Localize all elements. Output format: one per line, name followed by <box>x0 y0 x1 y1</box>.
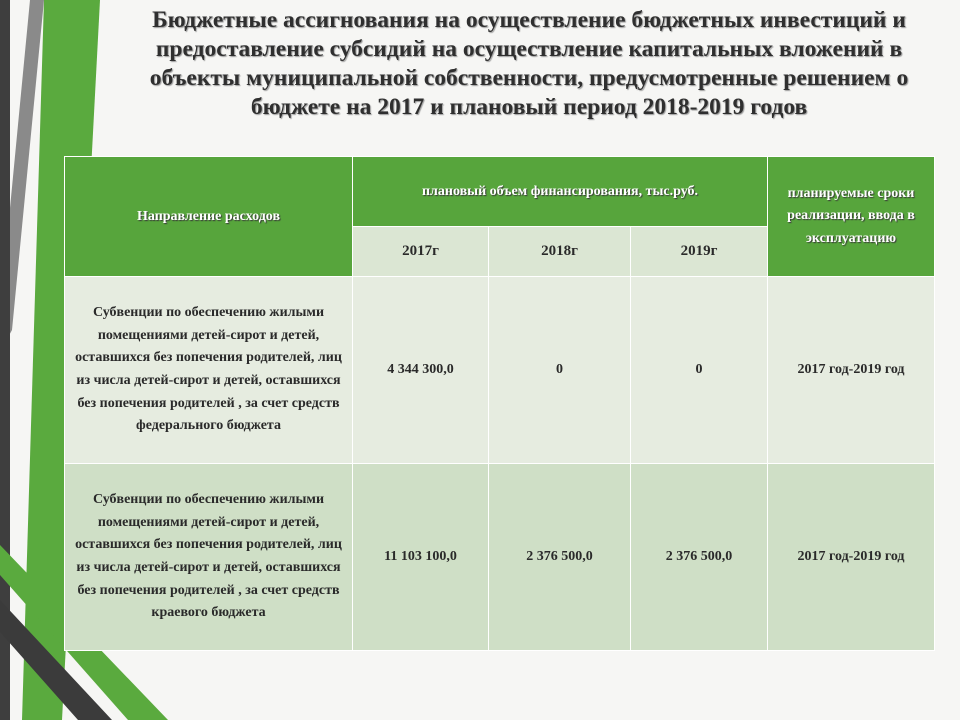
row-value-2017: 4 344 300,0 <box>353 277 489 464</box>
row-value-2019: 0 <box>631 277 768 464</box>
budget-table <box>64 156 935 651</box>
table-row <box>65 464 935 651</box>
row-period: 2017 год-2019 год <box>768 277 935 464</box>
row-description: Субвенции по обеспечению жилыми помещениями детей-сирот и детей, оставшихся без попечения родителей, лиц из числа детей-сирот и детей, оставшихся без попечения родителей , за счет средств краевого бюджета <box>65 464 353 651</box>
row-period: 2017 год-2019 год <box>768 464 935 651</box>
header-deadlines: планируемые сроки реализации, ввода в эксплуатацию <box>768 157 935 277</box>
table-row <box>65 277 935 464</box>
row-value-2017: 11 103 100,0 <box>353 464 489 651</box>
header-year-2019: 2019г <box>631 227 768 277</box>
page-title: Бюджетные ассигнования на осуществление бюджетных инвестиций и предоставление субсидий на осуществление капитальных вложений в объекты муниципальной собственности, предусмотренные решением о бюджете на 2017 и плановый период 2018-2019 годов <box>149 7 909 120</box>
header-year-2017: 2017г <box>353 227 489 277</box>
row-value-2018: 2 376 500,0 <box>489 464 631 651</box>
header-direction: Направление расходов <box>65 157 353 277</box>
header-funding: плановый объем финансирования, тыс.руб. <box>353 157 768 227</box>
row-value-2018: 0 <box>489 277 631 464</box>
row-description: Субвенции по обеспечению жилыми помещениями детей-сирот и детей, оставшихся без попечения родителей, лиц из числа детей-сирот и детей, оставшихся без попечения родителей , за счет средств федерального бюджета <box>65 277 353 464</box>
header-year-2018: 2018г <box>489 227 631 277</box>
row-value-2019: 2 376 500,0 <box>631 464 768 651</box>
